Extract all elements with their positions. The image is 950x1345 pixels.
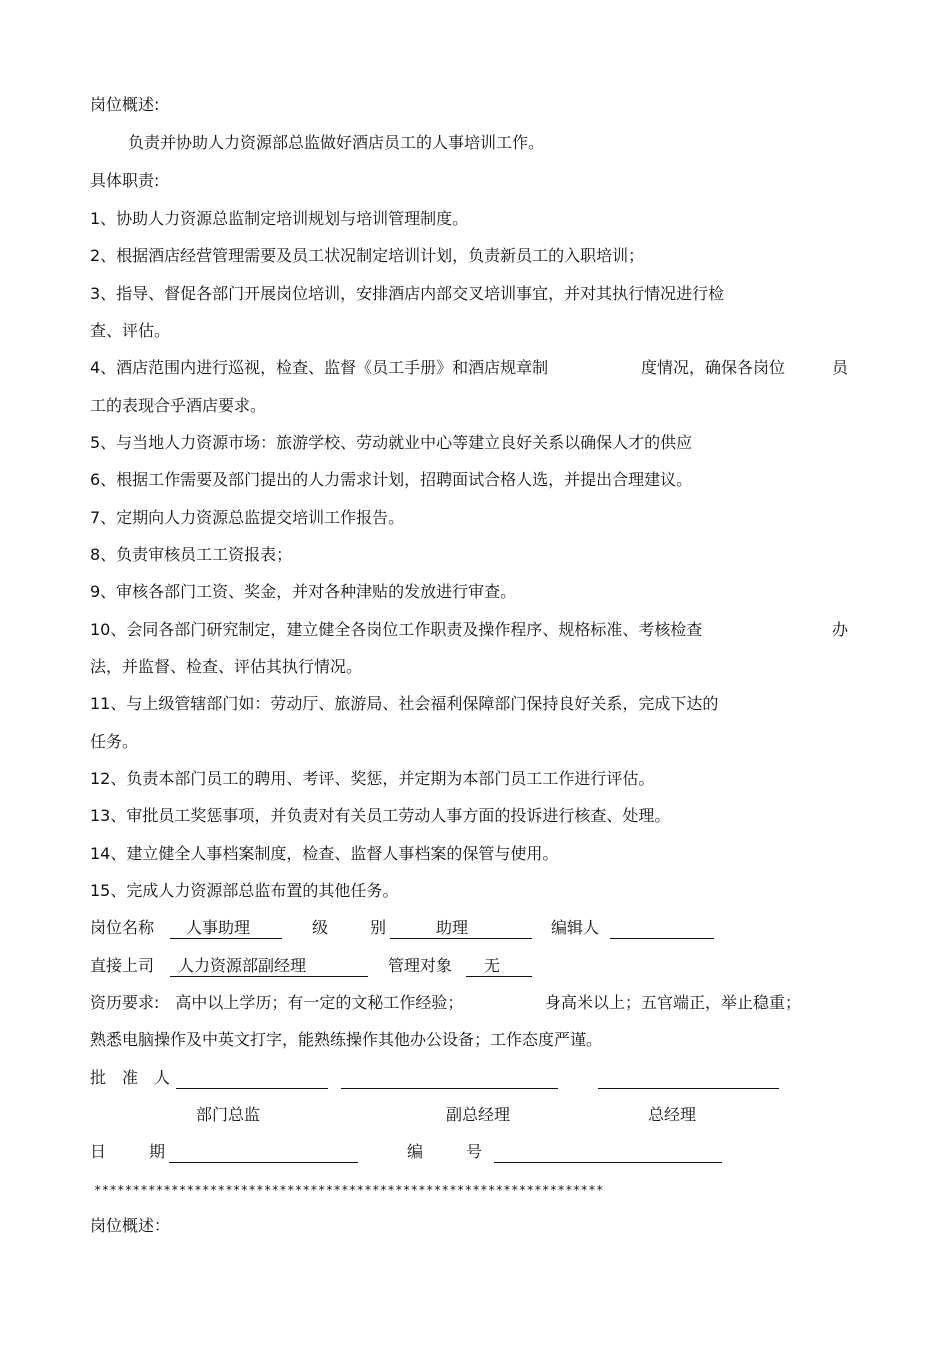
summary-text: 负责并协助人力资源部总监做好酒店员工的人事培训工作。 bbox=[128, 133, 545, 152]
editor-label: 编辑人 bbox=[551, 918, 600, 937]
duty-item-cont: 任务。 bbox=[90, 732, 139, 751]
superior-value: 人力资源部副经理 bbox=[178, 956, 307, 975]
position-name-label: 岗位名称 bbox=[90, 918, 155, 937]
section1-title: 岗位概述: bbox=[90, 95, 160, 114]
duty-item: 3、指导、督促各部门开展岗位培训，安排酒店内部交叉培训事宜，并对其执行情况进行检 bbox=[90, 284, 725, 303]
duty-item: 5、与当地人力资源市场：旅游学校、劳动就业中心等建立良好关系以确保人才的供应 bbox=[90, 433, 693, 452]
managed-field bbox=[466, 956, 532, 977]
level-value: 助理 bbox=[436, 918, 469, 937]
duty-item: 7、定期向人力资源总监提交培训工作报告。 bbox=[90, 508, 405, 527]
signature-caption-dept: 部门总监 bbox=[196, 1105, 261, 1124]
signature-caption-gm: 总经理 bbox=[648, 1105, 697, 1124]
duty-item: 14、建立健全人事档案制度，检查、监督人事档案的保管与使用。 bbox=[90, 844, 559, 863]
editor-field bbox=[610, 918, 714, 939]
date-label: 日 bbox=[90, 1142, 107, 1161]
number-label: 编 bbox=[407, 1142, 424, 1161]
duty-item: 6、根据工作需要及部门提出的人力需求计划，招聘面试合格人选，并提出合理建议。 bbox=[90, 470, 693, 489]
number-label: 号 bbox=[466, 1142, 483, 1161]
superior-label: 直接上司 bbox=[90, 956, 155, 975]
level-label: 级 bbox=[312, 918, 329, 937]
qualification-text: 熟悉电脑操作及中英文打字，能熟练操作其他办公设备；工作态度严谨。 bbox=[90, 1030, 603, 1049]
qualification-text: 资历要求: 高中以上学历；有一定的文秘工作经验； bbox=[90, 993, 464, 1012]
date-field bbox=[169, 1142, 358, 1163]
managed-label: 管理对象 bbox=[388, 956, 453, 975]
duty-item-part: 员 bbox=[832, 358, 849, 377]
duty-item: 15、完成人力资源部总监布置的其他任务。 bbox=[90, 881, 399, 900]
duty-item: 4、酒店范围内进行巡视，检查、监督《员工手册》和酒店规章制 bbox=[90, 358, 549, 377]
approver-label: 批 准 人 bbox=[90, 1068, 171, 1087]
duty-item: 11、与上级管辖部门如：劳动厅、旅游局、社会福利保障部门保持良好关系，完成下达的 bbox=[90, 694, 719, 713]
duty-item: 2、根据酒店经营管理需要及员工状况制定培训计划，负责新员工的入职培训； bbox=[90, 246, 645, 265]
position-name-field bbox=[170, 918, 282, 939]
signature-line-deputy bbox=[341, 1068, 558, 1089]
signature-line-gm bbox=[598, 1068, 779, 1089]
duty-item: 13、审批员工奖惩事项，并负责对有关员工劳动人事方面的投诉进行核查、处理。 bbox=[90, 806, 671, 825]
duty-item: 12、负责本部门员工的聘用、考评、奖惩，并定期为本部门员工工作进行评估。 bbox=[90, 769, 655, 788]
separator-line: ****************************************************************** bbox=[94, 1183, 604, 1197]
duty-item: 10、会同各部门研究制定，建立健全各岗位工作职责及操作程序、规格标准、考核检查 bbox=[90, 620, 703, 639]
qualification-text: 身高米以上；五官端正，举止稳重； bbox=[545, 993, 802, 1012]
managed-value: 无 bbox=[484, 956, 501, 975]
number-field bbox=[494, 1142, 722, 1163]
section2-title: 岗位概述： bbox=[90, 1216, 171, 1235]
level-field bbox=[390, 918, 532, 939]
duty-item-cont: 法，并监督、检查、评估其执行情况。 bbox=[90, 657, 363, 676]
duty-item-cont: 查、评估。 bbox=[90, 321, 171, 340]
duty-item: 8、负责审核员工工资报表； bbox=[90, 545, 293, 564]
duty-item: 9、审核各部门工资、奖金，并对各种津贴的发放进行审查。 bbox=[90, 582, 517, 601]
signature-caption-deputy: 副总经理 bbox=[446, 1105, 511, 1124]
duty-item-part: 度情况，确保各岗位 bbox=[641, 358, 786, 377]
level-label: 别 bbox=[370, 918, 387, 937]
date-label: 期 bbox=[149, 1142, 166, 1161]
position-name-value: 人事助理 bbox=[186, 918, 251, 937]
superior-field bbox=[170, 956, 368, 977]
duties-title: 具体职责: bbox=[90, 171, 160, 190]
signature-line-dept bbox=[176, 1068, 328, 1089]
duty-item-part: 办 bbox=[832, 620, 849, 639]
duty-item-cont: 工的表现合乎酒店要求。 bbox=[90, 396, 267, 415]
duty-item: 1、协助人力资源总监制定培训规划与培训管理制度。 bbox=[90, 209, 469, 228]
